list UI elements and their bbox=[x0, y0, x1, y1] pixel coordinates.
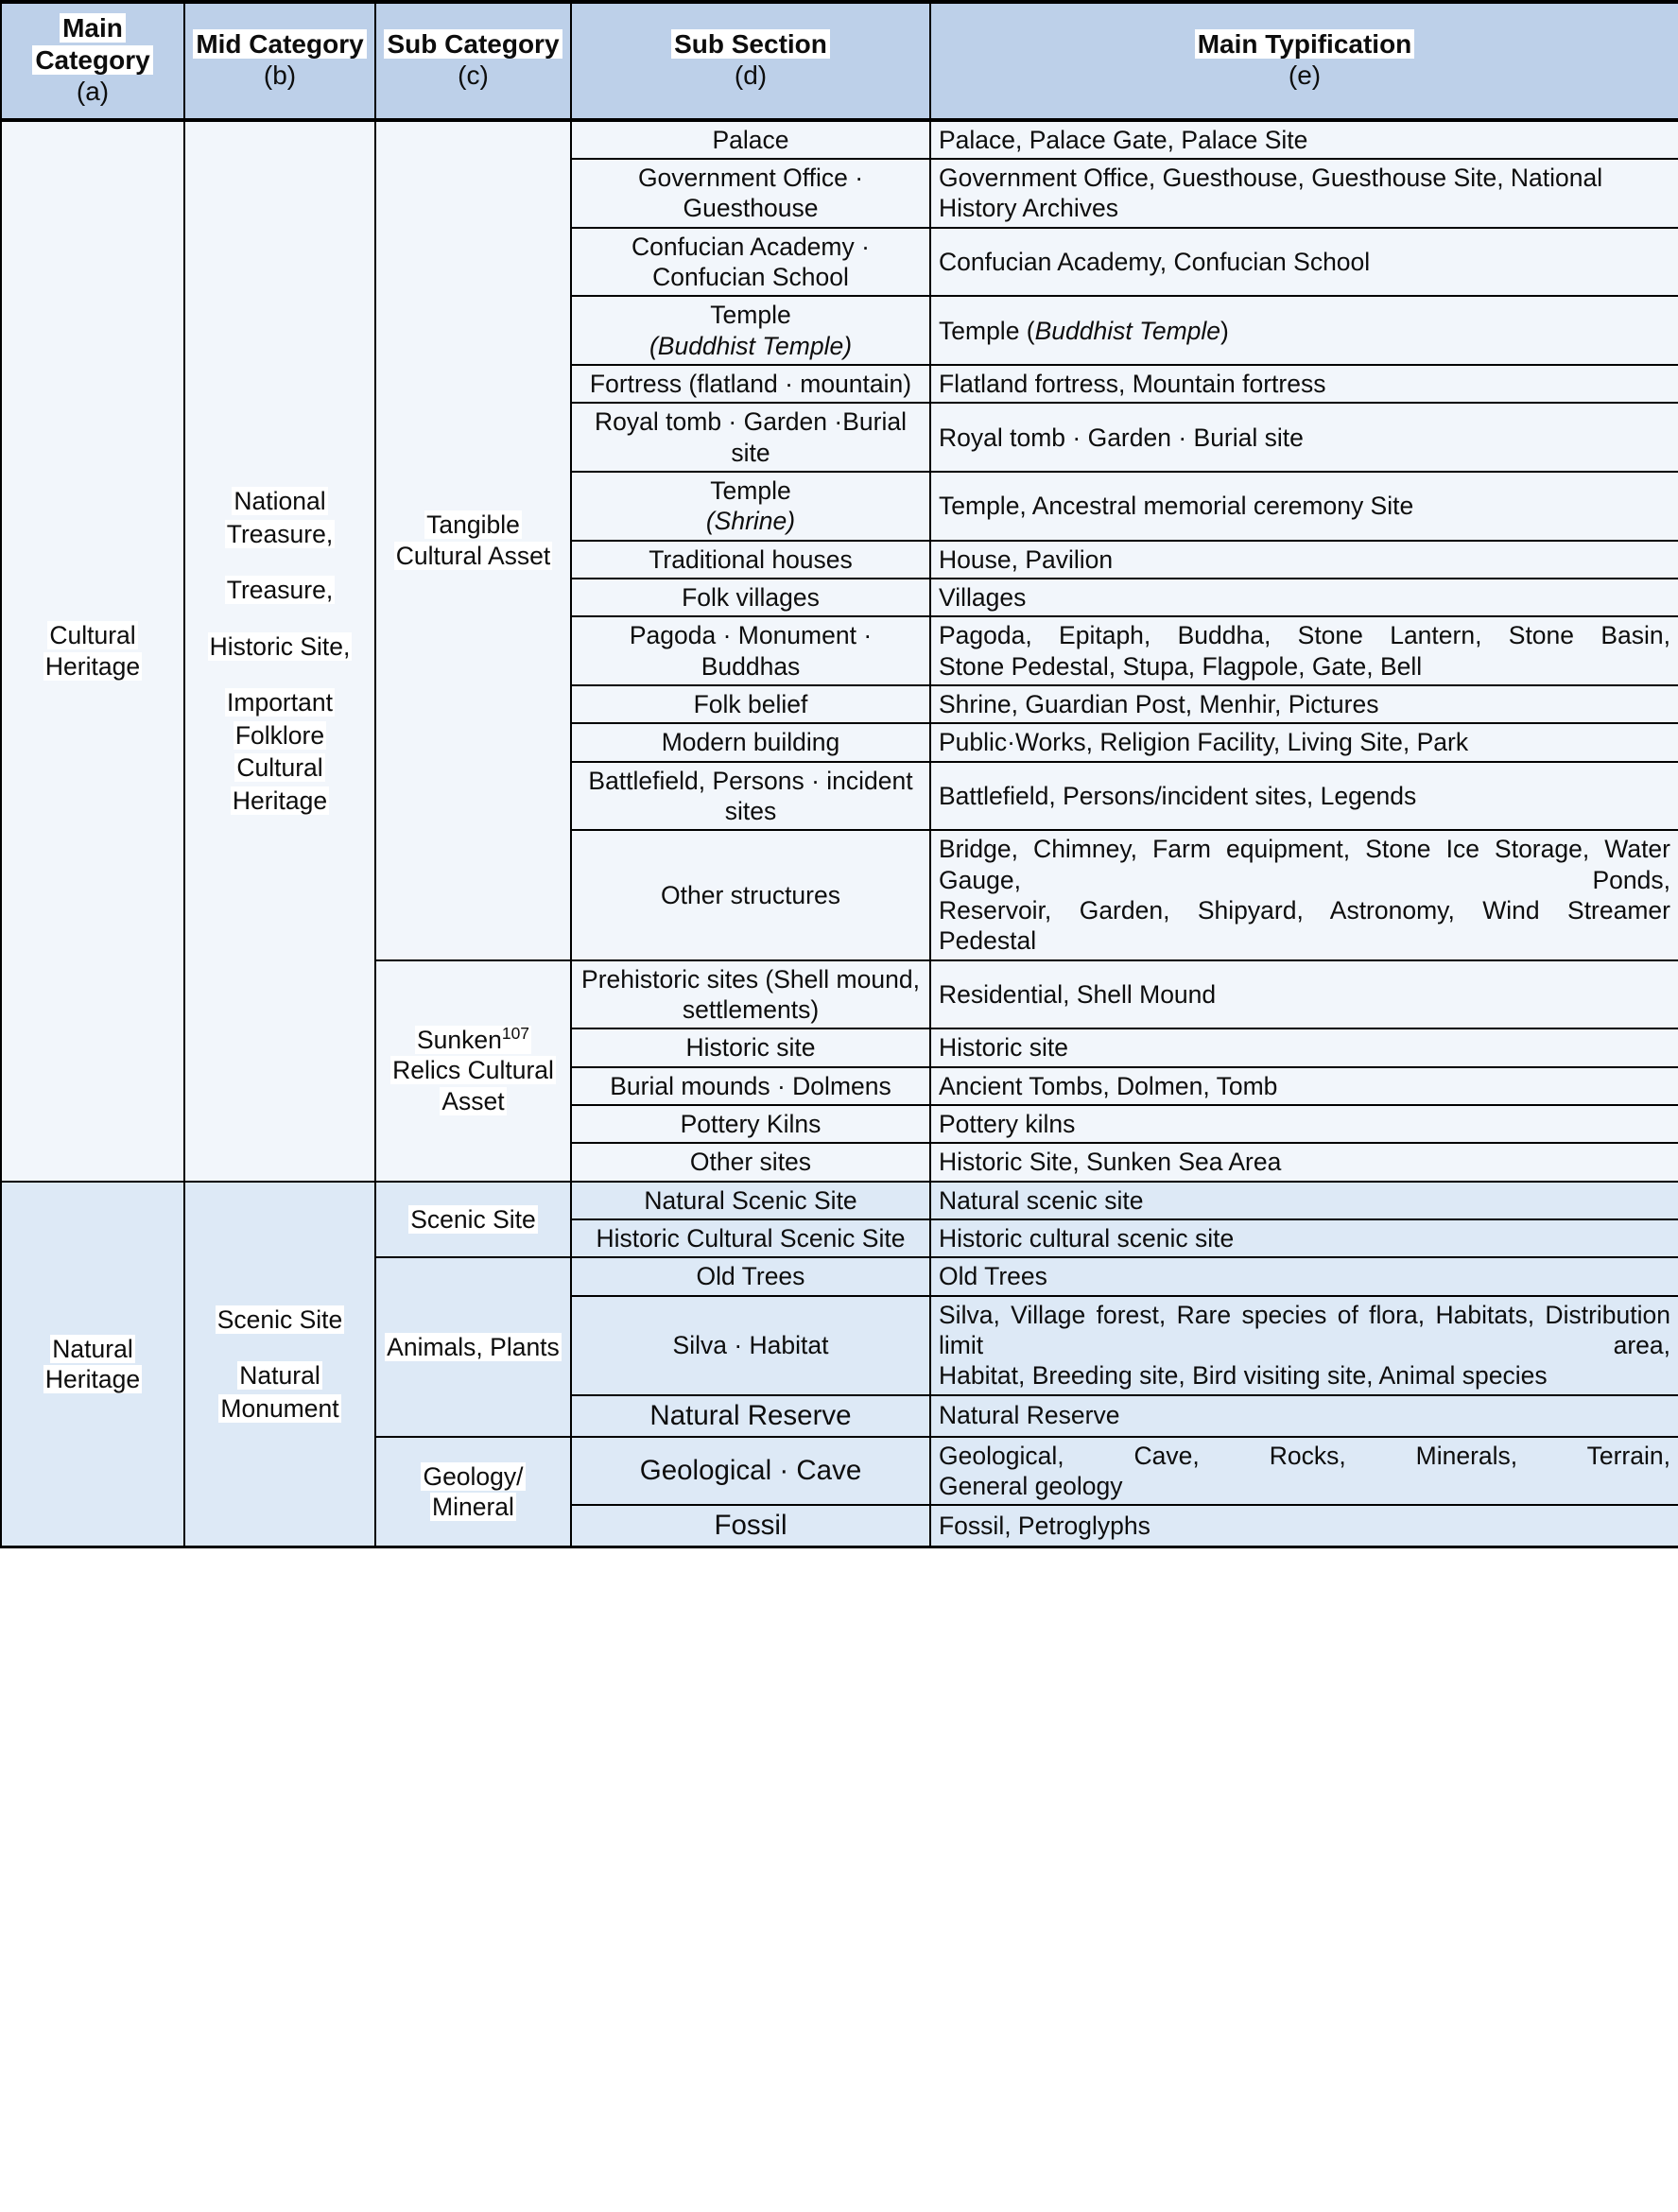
sub-section-fossil: Fossil bbox=[571, 1505, 930, 1547]
header-sub-category-sub: (c) bbox=[458, 60, 489, 91]
sub-category-scenic-site bbox=[375, 1182, 571, 1258]
typification-pagoda-monument-buddhas bbox=[930, 616, 1678, 685]
typification-temple-buddhist bbox=[930, 296, 1678, 365]
sub-section-temple-shrine-line1: Temple bbox=[710, 476, 791, 506]
header-main-typification-sub: (e) bbox=[1288, 60, 1322, 91]
sub-section-temple-shrine bbox=[571, 472, 930, 541]
typification-battlefield-persons: Battlefield, Persons/incident sites, Legends bbox=[930, 762, 1678, 831]
typification-silva-habitat bbox=[930, 1296, 1678, 1395]
typification-other-structures-line1: Bridge, Chimney, Farm equipment, Stone Ice Storage, Water Gauge, Ponds, bbox=[939, 835, 1670, 894]
sub-section-royal-tomb: Royal tomb · Garden ·Burial site bbox=[571, 403, 930, 472]
typification-prehistoric-sites: Residential, Shell Mound bbox=[930, 960, 1678, 1029]
header-main-typification-title: Main Typification bbox=[1195, 29, 1415, 59]
mid-category-natural-line2: Natural Monument bbox=[220, 1361, 339, 1423]
sub-category-sunken-relics-footnote: 107 bbox=[501, 1024, 530, 1044]
sub-category-geology-mineral bbox=[375, 1437, 571, 1547]
table-row bbox=[1, 120, 1678, 159]
sub-section-old-trees: Old Trees bbox=[571, 1257, 930, 1295]
mid-category-cultural-line1: National Treasure, bbox=[226, 487, 334, 548]
header-mid-category bbox=[184, 2, 375, 120]
typification-temple-shrine: Temple, Ancestral memorial ceremony Site bbox=[930, 472, 1678, 541]
typification-pagoda-line1: Pagoda, Epitaph, Buddha, Stone Lantern, Stone Basin, bbox=[939, 621, 1670, 650]
mid-category-natural-line1: Scenic Site bbox=[216, 1305, 343, 1334]
sub-section-folk-villages: Folk villages bbox=[571, 579, 930, 616]
sub-section-geological-cave: Geological · Cave bbox=[571, 1437, 930, 1506]
typification-silva-habitat-line2: Habitat, Breeding site, Bird visiting site, Animal species bbox=[939, 1361, 1548, 1391]
header-sub-section-title: Sub Section bbox=[671, 29, 830, 59]
sub-category-sunken-relics-word: Sunken bbox=[416, 1026, 502, 1055]
spacer bbox=[193, 663, 367, 686]
header-sub-section-sub: (d) bbox=[734, 60, 768, 91]
sub-section-other-structures: Other structures bbox=[571, 830, 930, 959]
typification-temple-buddhist-post: ) bbox=[1220, 316, 1229, 345]
typification-historic-site: Historic site bbox=[930, 1028, 1678, 1066]
sub-section-temple-buddhist-line2: (Buddhist Temple) bbox=[649, 331, 853, 360]
sub-section-confucian-academy: Confucian Academy · Confucian School bbox=[571, 228, 930, 297]
header-main-category-sub: (a) bbox=[76, 77, 110, 107]
header-mid-category-sub: (b) bbox=[263, 60, 297, 91]
spacer bbox=[193, 550, 367, 574]
sub-section-palace: Palace bbox=[571, 120, 930, 159]
typification-natural-reserve: Natural Reserve bbox=[930, 1395, 1678, 1437]
sub-category-tangible-cultural-asset-label: Tangible Cultural Asset bbox=[395, 510, 551, 570]
sub-section-temple-shrine-line2: (Shrine) bbox=[705, 507, 796, 536]
main-category-natural-heritage bbox=[1, 1182, 184, 1547]
spacer bbox=[193, 607, 367, 631]
header-sub-category-title: Sub Category bbox=[384, 29, 562, 59]
header-main-category-title: Main Category bbox=[32, 13, 152, 75]
sub-category-sunken-relics-prefix bbox=[415, 1026, 531, 1054]
typification-other-structures-line2: Reservoir, Garden, Shipyard, Astronomy, Wind Streamer Pedestal bbox=[939, 896, 1670, 956]
sub-section-prehistoric-sites: Prehistoric sites (Shell mound, settlements) bbox=[571, 960, 930, 1029]
table-row bbox=[1, 1182, 1678, 1219]
sub-section-historic-site: Historic site bbox=[571, 1028, 930, 1066]
typification-historic-cultural-scenic-site: Historic cultural scenic site bbox=[930, 1219, 1678, 1257]
typification-burial-mounds-dolmens: Ancient Tombs, Dolmen, Tomb bbox=[930, 1067, 1678, 1105]
sub-section-pagoda-monument-buddhas: Pagoda · Monument · Buddhas bbox=[571, 616, 930, 685]
typification-palace: Palace, Palace Gate, Palace Site bbox=[930, 120, 1678, 159]
mid-category-cultural-line4: Important Folklore Cultural Heritage bbox=[227, 688, 333, 815]
mid-category-cultural-line2: Treasure, bbox=[226, 576, 334, 605]
header-mid-category-title: Mid Category bbox=[193, 29, 366, 59]
sub-section-battlefield-persons: Battlefield, Persons · incident sites bbox=[571, 762, 930, 831]
header-main-category bbox=[1, 2, 184, 120]
typification-other-structures bbox=[930, 830, 1678, 959]
mid-category-cultural-line3: Historic Site, bbox=[209, 631, 351, 661]
sub-category-sunken-relics-cultural-asset bbox=[375, 960, 571, 1182]
typification-government-office-guesthouse: Government Office, Guesthouse, Guesthouse Site, National History Archives bbox=[930, 159, 1678, 228]
typification-pottery-kilns: Pottery kilns bbox=[930, 1105, 1678, 1143]
typification-temple-buddhist-italic: Buddhist Temple bbox=[1034, 316, 1221, 345]
typification-traditional-houses: House, Pavilion bbox=[930, 541, 1678, 579]
sub-section-modern-building: Modern building bbox=[571, 723, 930, 761]
sub-section-folk-belief: Folk belief bbox=[571, 685, 930, 723]
sub-section-other-sites: Other sites bbox=[571, 1143, 930, 1181]
sub-section-fortress: Fortress (flatland · mountain) bbox=[571, 365, 930, 403]
mid-category-natural bbox=[184, 1182, 375, 1547]
typification-folk-belief: Shrine, Guardian Post, Menhir, Pictures bbox=[930, 685, 1678, 723]
main-category-natural-heritage-label: Natural Heritage bbox=[44, 1334, 141, 1393]
sub-category-geology-mineral-label: Geology/ Mineral bbox=[423, 1461, 524, 1521]
typification-geological-cave-line1: Geological, Cave, Rocks, Minerals, Terrain, bbox=[939, 1441, 1670, 1470]
main-category-cultural-heritage bbox=[1, 120, 184, 1182]
typification-royal-tomb: Royal tomb · Garden · Burial site bbox=[930, 403, 1678, 472]
sub-category-tangible-cultural-asset bbox=[375, 120, 571, 960]
sub-section-temple-buddhist bbox=[571, 296, 930, 365]
typification-temple-buddhist-pre: Temple ( bbox=[939, 316, 1035, 345]
sub-category-animals-plants-label: Animals, Plants bbox=[387, 1332, 560, 1361]
typification-modern-building: Public·Works, Religion Facility, Living Site, Park bbox=[930, 723, 1678, 761]
typification-other-sites: Historic Site, Sunken Sea Area bbox=[930, 1143, 1678, 1181]
sub-section-natural-scenic-site: Natural Scenic Site bbox=[571, 1182, 930, 1219]
header-main-typification bbox=[930, 2, 1678, 120]
sub-section-traditional-houses: Traditional houses bbox=[571, 541, 930, 579]
sub-section-historic-cultural-scenic-site: Historic Cultural Scenic Site bbox=[571, 1219, 930, 1257]
sub-category-sunken-relics-rest: Relics Cultural Asset bbox=[392, 1056, 554, 1115]
typification-geological-cave-line2: General geology bbox=[939, 1471, 1123, 1500]
sub-section-silva-habitat: Silva · Habitat bbox=[571, 1296, 930, 1395]
sub-category-animals-plants bbox=[375, 1257, 571, 1436]
sub-section-government-office-guesthouse: Government Office · Guesthouse bbox=[571, 159, 930, 228]
spacer bbox=[193, 1336, 367, 1359]
sub-section-pottery-kilns: Pottery Kilns bbox=[571, 1105, 930, 1143]
typification-old-trees: Old Trees bbox=[930, 1257, 1678, 1295]
sub-section-natural-reserve: Natural Reserve bbox=[571, 1395, 930, 1437]
main-category-cultural-heritage-label: Cultural Heritage bbox=[44, 621, 141, 681]
sub-section-temple-buddhist-line1: Temple bbox=[710, 301, 791, 330]
typification-geological-cave bbox=[930, 1437, 1678, 1506]
table-header-row bbox=[1, 2, 1678, 120]
typification-fossil: Fossil, Petroglyphs bbox=[930, 1505, 1678, 1547]
typification-natural-scenic-site: Natural scenic site bbox=[930, 1182, 1678, 1219]
header-sub-section bbox=[571, 2, 930, 120]
typification-pagoda-line2: Stone Pedestal, Stupa, Flagpole, Gate, Bell bbox=[939, 651, 1423, 681]
typification-folk-villages: Villages bbox=[930, 579, 1678, 616]
mid-category-cultural bbox=[184, 120, 375, 1182]
header-sub-category bbox=[375, 2, 571, 120]
sub-section-burial-mounds-dolmens: Burial mounds · Dolmens bbox=[571, 1067, 930, 1105]
sub-category-scenic-site-label: Scenic Site bbox=[410, 1204, 536, 1234]
typification-fortress: Flatland fortress, Mountain fortress bbox=[930, 365, 1678, 403]
typification-silva-habitat-line1: Silva, Village forest, Rare species of flora, Habitats, Distribution limit area, bbox=[939, 1300, 1670, 1359]
typification-confucian-academy: Confucian Academy, Confucian School bbox=[930, 228, 1678, 297]
